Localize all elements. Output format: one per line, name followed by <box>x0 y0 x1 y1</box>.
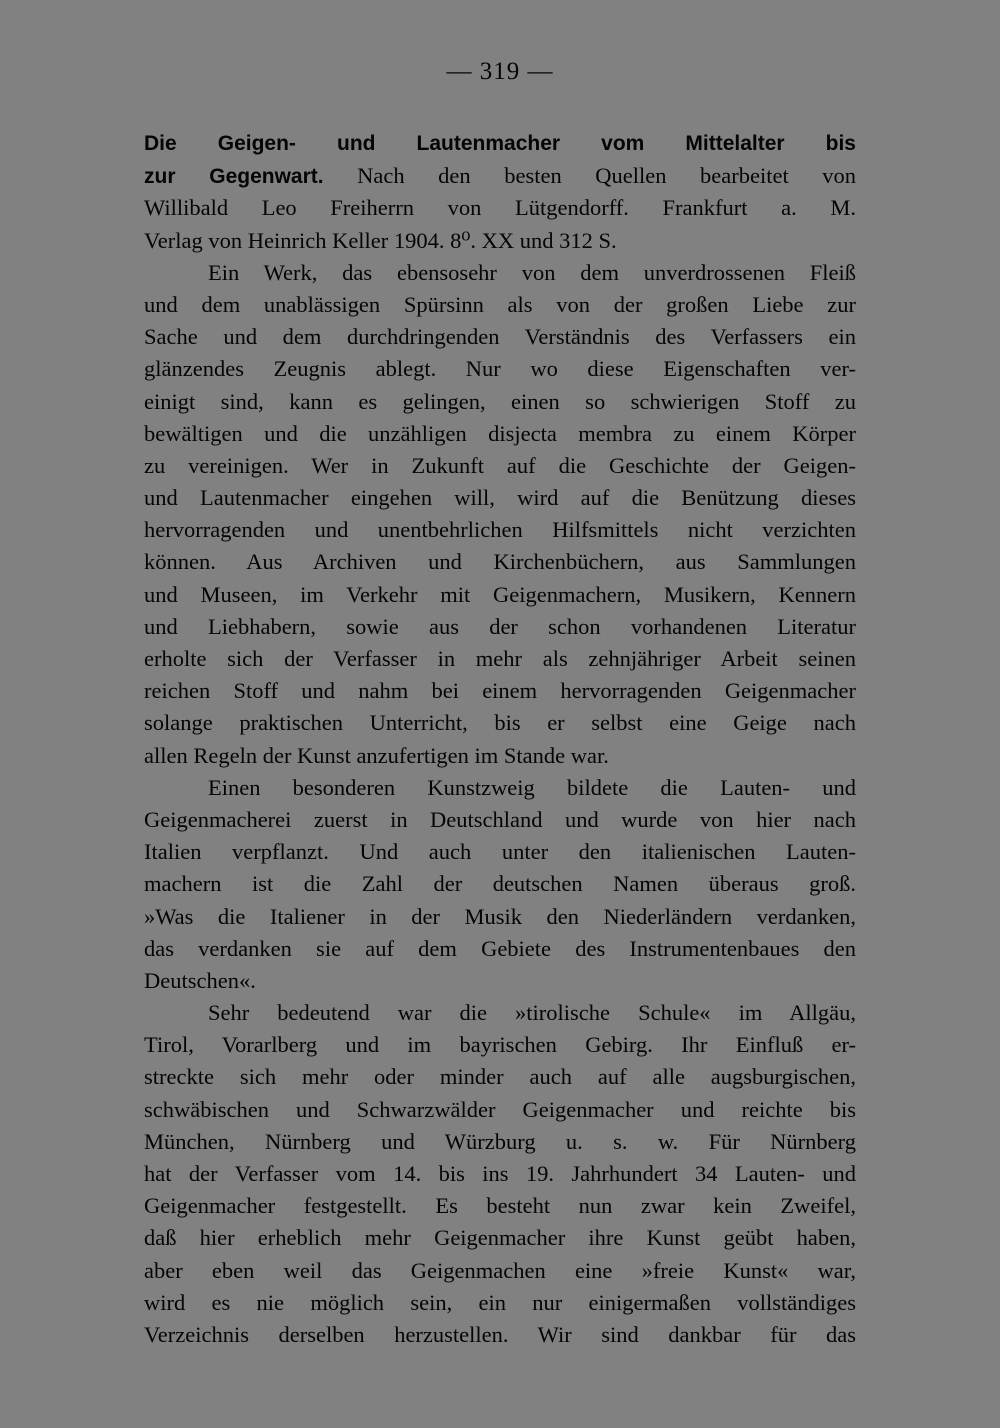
review-text <box>144 128 856 1351</box>
text-line: hervorragenden und unentbehrlichen Hilfsmittels nicht verzichten <box>144 517 856 543</box>
text-line: Sache und dem durchdringenden Verständnis des Verfassers ein <box>144 324 856 350</box>
text-line: Tirol, Vorarlberg und im bayrischen Gebirg. Ihr Einfluß er- <box>144 1032 856 1058</box>
text-line: Sehr bedeutend war die »tirolische Schule« im Allgäu, <box>208 1000 856 1026</box>
review-title-bold: zur Gegenwart. <box>144 165 324 189</box>
page-number: — 319 — <box>446 58 554 85</box>
text-line: Geigenmacherei zuerst in Deutschland und wurde von hier nach <box>144 806 856 832</box>
text-line: und Liebhabern, sowie aus der schon vorhandenen Literatur <box>144 613 856 639</box>
review-title-line-2 <box>144 160 856 192</box>
text-line: erholte sich der Verfasser in mehr als zehnjähriger Arbeit seinen <box>144 646 856 671</box>
text-line: und dem unablässigen Spürsinn als von der großen Liebe zur <box>144 291 856 317</box>
text-line: hat der Verfasser vom 14. bis ins 19. Jahrhundert 34 Lauten- und <box>144 1161 856 1186</box>
review-title-rest: Nach den besten Quellen bearbeitet von <box>323 163 856 189</box>
text-line: wird es nie möglich sein, ein nur einigermaßen vollständiges <box>144 1289 856 1315</box>
review-title-line-1: Die Geigen- und Lautenmacher vom Mittelalter bis <box>144 132 856 155</box>
text-line: daß hier erheblich mehr Geigenmacher ihre Kunst geübt haben, <box>144 1225 856 1251</box>
text-line: solange praktischen Unterricht, bis er selbst eine Geige nach <box>144 710 856 736</box>
text-line: Willibald Leo Freiherrn von Lütgendorff. Frankfurt a. M. <box>144 195 856 221</box>
text-line: Deutschen«. <box>144 967 256 993</box>
text-line: schwäbischen und Schwarzwälder Geigenmacher und reichte bis <box>144 1096 856 1122</box>
text-line: und Lautenmacher eingehen will, wird auf die Benützung dieses <box>144 485 856 511</box>
text-line: zu vereinigen. Wer in Zukunft auf die Geschichte der Geigen- <box>144 452 856 478</box>
text-line: glänzendes Zeugnis ablegt. Nur wo diese Eigenschaften ver- <box>144 356 856 382</box>
text-line: Verzeichnis derselben herzustellen. Wir sind dankbar für das <box>144 1321 856 1347</box>
text-line: allen Regeln der Kunst anzufertigen im Stande war. <box>144 742 609 768</box>
text-line: bewältigen und die unzähligen disjecta membra zu einem Körper <box>144 420 856 446</box>
text-line: streckte sich mehr oder minder auch auf alle augsburgischen, <box>144 1064 856 1090</box>
text-line: aber eben weil das Geigenmachen eine »freie Kunst« war, <box>144 1257 856 1283</box>
text-line: können. Aus Archiven und Kirchenbüchern, aus Sammlungen <box>144 549 856 575</box>
text-line: das verdanken sie auf dem Gebiete des Instrumentenbaues den <box>144 935 856 961</box>
text-line: einigt sind, kann es gelingen, einen so schwierigen Stoff zu <box>144 388 856 414</box>
text-line: Geigenmacher festgestellt. Es besteht nun zwar kein Zweifel, <box>144 1193 856 1219</box>
text-line: Verlag von Heinrich Keller 1904. 8⁰. XX und 312 S. <box>144 227 617 253</box>
text-line: und Museen, im Verkehr mit Geigenmachern, Musikern, Kennern <box>144 581 856 607</box>
text-line: Italien verpflanzt. Und auch unter den italienischen Lauten- <box>144 839 856 865</box>
text-line: Ein Werk, das ebensosehr von dem unverdrossenen Fleiß <box>208 259 856 285</box>
text-line: Einen besonderen Kunstzweig bildete die Lauten- und <box>208 774 856 800</box>
text-line: »Was die Italiener in der Musik den Niederländern verdanken, <box>144 903 856 929</box>
text-line: machern ist die Zahl der deutschen Namen überaus groß. <box>144 871 856 897</box>
text-line: München, Nürnberg und Würzburg u. s. w. Für Nürnberg <box>144 1128 856 1154</box>
text-line: reichen Stoff und nahm bei einem hervorragenden Geigenmacher <box>144 678 856 704</box>
